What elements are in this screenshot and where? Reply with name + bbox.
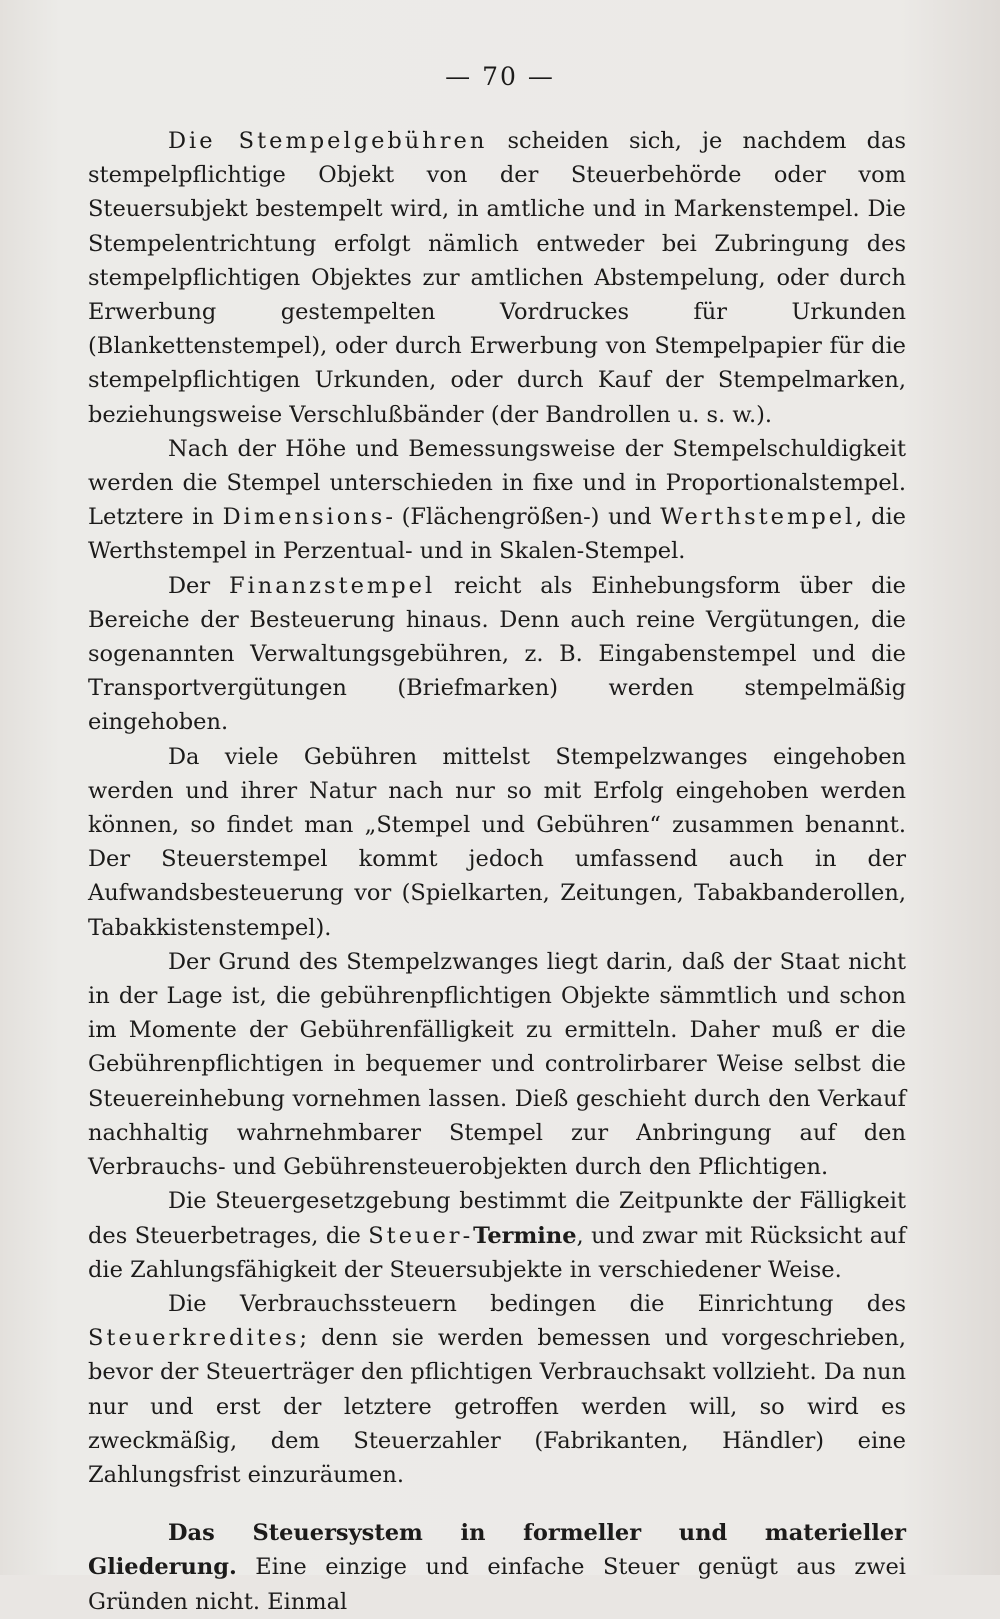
paragraph-text: ; denn sie werden bemessen und vorgeschrieben, bevor der Steuerträger den pflichtigen Verbrauchsakt vollzieht. Da nun nur und erst der letztere getroffen werden will, so wird es zweckmäßig, dem Steuerzahler (Fabrikanten, Händler) eine Zahlungsfrist einzuräumen.	[88, 1325, 906, 1488]
spaced-term: Finanzstempel	[228, 572, 436, 599]
paragraph-text: - (Flächengrößen-) und	[385, 504, 661, 531]
paragraph-text: , und zwar mit Rücksicht auf die Zahlungsfähigkeit der Steuersubjekte in verschiedener Weise.	[88, 1222, 906, 1283]
spaced-term: Steuerkredites	[88, 1325, 300, 1352]
paragraph-text: Da viele Gebühren mittelst Stempelzwanges eingehoben werden und ihrer Natur nach nur so mit Erfolg eingehoben werden können, so findet man „Stempel und Gebühren“ zusammen benannt. Der Steuerstempel kommt jedoch umfassend auch in der Aufwandsbesteuerung vor (Spielkarten, Zeitungen, Tabakbanderollen, Tabakkistenstempel).	[88, 743, 906, 941]
paragraph-text: Nach der Höhe und Bemessungsweise der Stempelschuldigkeit werden die Stempel unterschieden in fixe und in Proportionalstempel. Letztere in	[88, 435, 906, 531]
paragraph-text: scheiden sich, je nachdem das stempelpflichtige Objekt von der Steuerbehörde oder vom Steuersubjekt bestempelt wird, in amtliche und in Markenstempel. Die Stempelentrichtung erfolgt nämlich entweder bei Zubringung des stempelpflichtigen Objektes zur amtlichen Abstempelung, oder durch Erwerbung gestempelten Vordruckes für Urkunden (Blankettenstempel), oder durch Erwerbung von Stempelpapier für die stempelpflichtigen Urkunden, oder durch Kauf der Stempelmarken, beziehungsweise Verschlußbänder (der Bandrollen u. s. w.).	[88, 128, 906, 428]
spaced-term: Dimensions	[222, 504, 386, 531]
spaced-term: Werthstempel	[660, 504, 856, 531]
page-number: — 70 —	[445, 62, 555, 91]
paragraph-text: Der	[168, 572, 229, 599]
paragraph-text: Eine einzige und einfache Steuer genügt aus zwei Gründen nicht. Einmal	[88, 1554, 906, 1615]
paragraph-text: , die Werthstempel in Perzentual- und in Skalen-Stempel.	[88, 504, 906, 565]
paragraph-stempelgebuehren	[88, 124, 906, 432]
paragraph-text: Der Grund des Stempelzwanges liegt darin, daß der Staat nicht in der Lage ist, die gebührenpflichtigen Objekte sämmtlich und schon im Momente der Gebührenfälligkeit zu ermitteln. Daher muß er die Gebührenpflichtigen in bequemer und controlirbarer Weise selbst die Steuereinhebung vornehmen lassen. Dieß geschieht durch den Verkauf nachhaltig wahrnehmbarer Stempel zur Anbringung auf den Verbrauchs- und Gebührensteuerobjekten durch den Pflichtigen.	[88, 948, 906, 1181]
paragraph-stempelzwang	[88, 945, 906, 1184]
paragraph-steuersystem	[88, 1516, 906, 1619]
body-text	[88, 124, 906, 1619]
paragraph-hoehe	[88, 432, 906, 569]
paragraph-gebuehren	[88, 740, 906, 945]
paragraph-text: reicht als Einhebungsform über die Bereiche der Besteuerung hinaus. Denn auch reine Vergütungen, die sogenannten Verwaltungsgebühren, z. B. Eingabenstempel und die Transportvergütungen (Briefmarken) werden stempelmäßig eingehoben.	[88, 572, 906, 736]
paragraph-finanzstempel	[88, 569, 906, 740]
paragraph-text: Die Verbrauchssteuern bedingen die Einrichtung des	[168, 1290, 906, 1317]
paragraph-termine	[88, 1184, 906, 1287]
section-gap	[88, 1492, 906, 1516]
paragraph-text: Die Steuergesetzgebung bestimmt die Zeitpunkte der Fälligkeit des Steuerbetrages, die	[88, 1188, 906, 1249]
section-title: Das Steuersystem in formeller und materieller Gliederung.	[88, 1520, 906, 1581]
paragraph-steuerkredit	[88, 1287, 906, 1492]
spaced-term: Steuer-	[368, 1222, 474, 1249]
bold-term: Termine	[473, 1222, 577, 1249]
spaced-term: Die Stempelgebühren	[168, 128, 488, 154]
